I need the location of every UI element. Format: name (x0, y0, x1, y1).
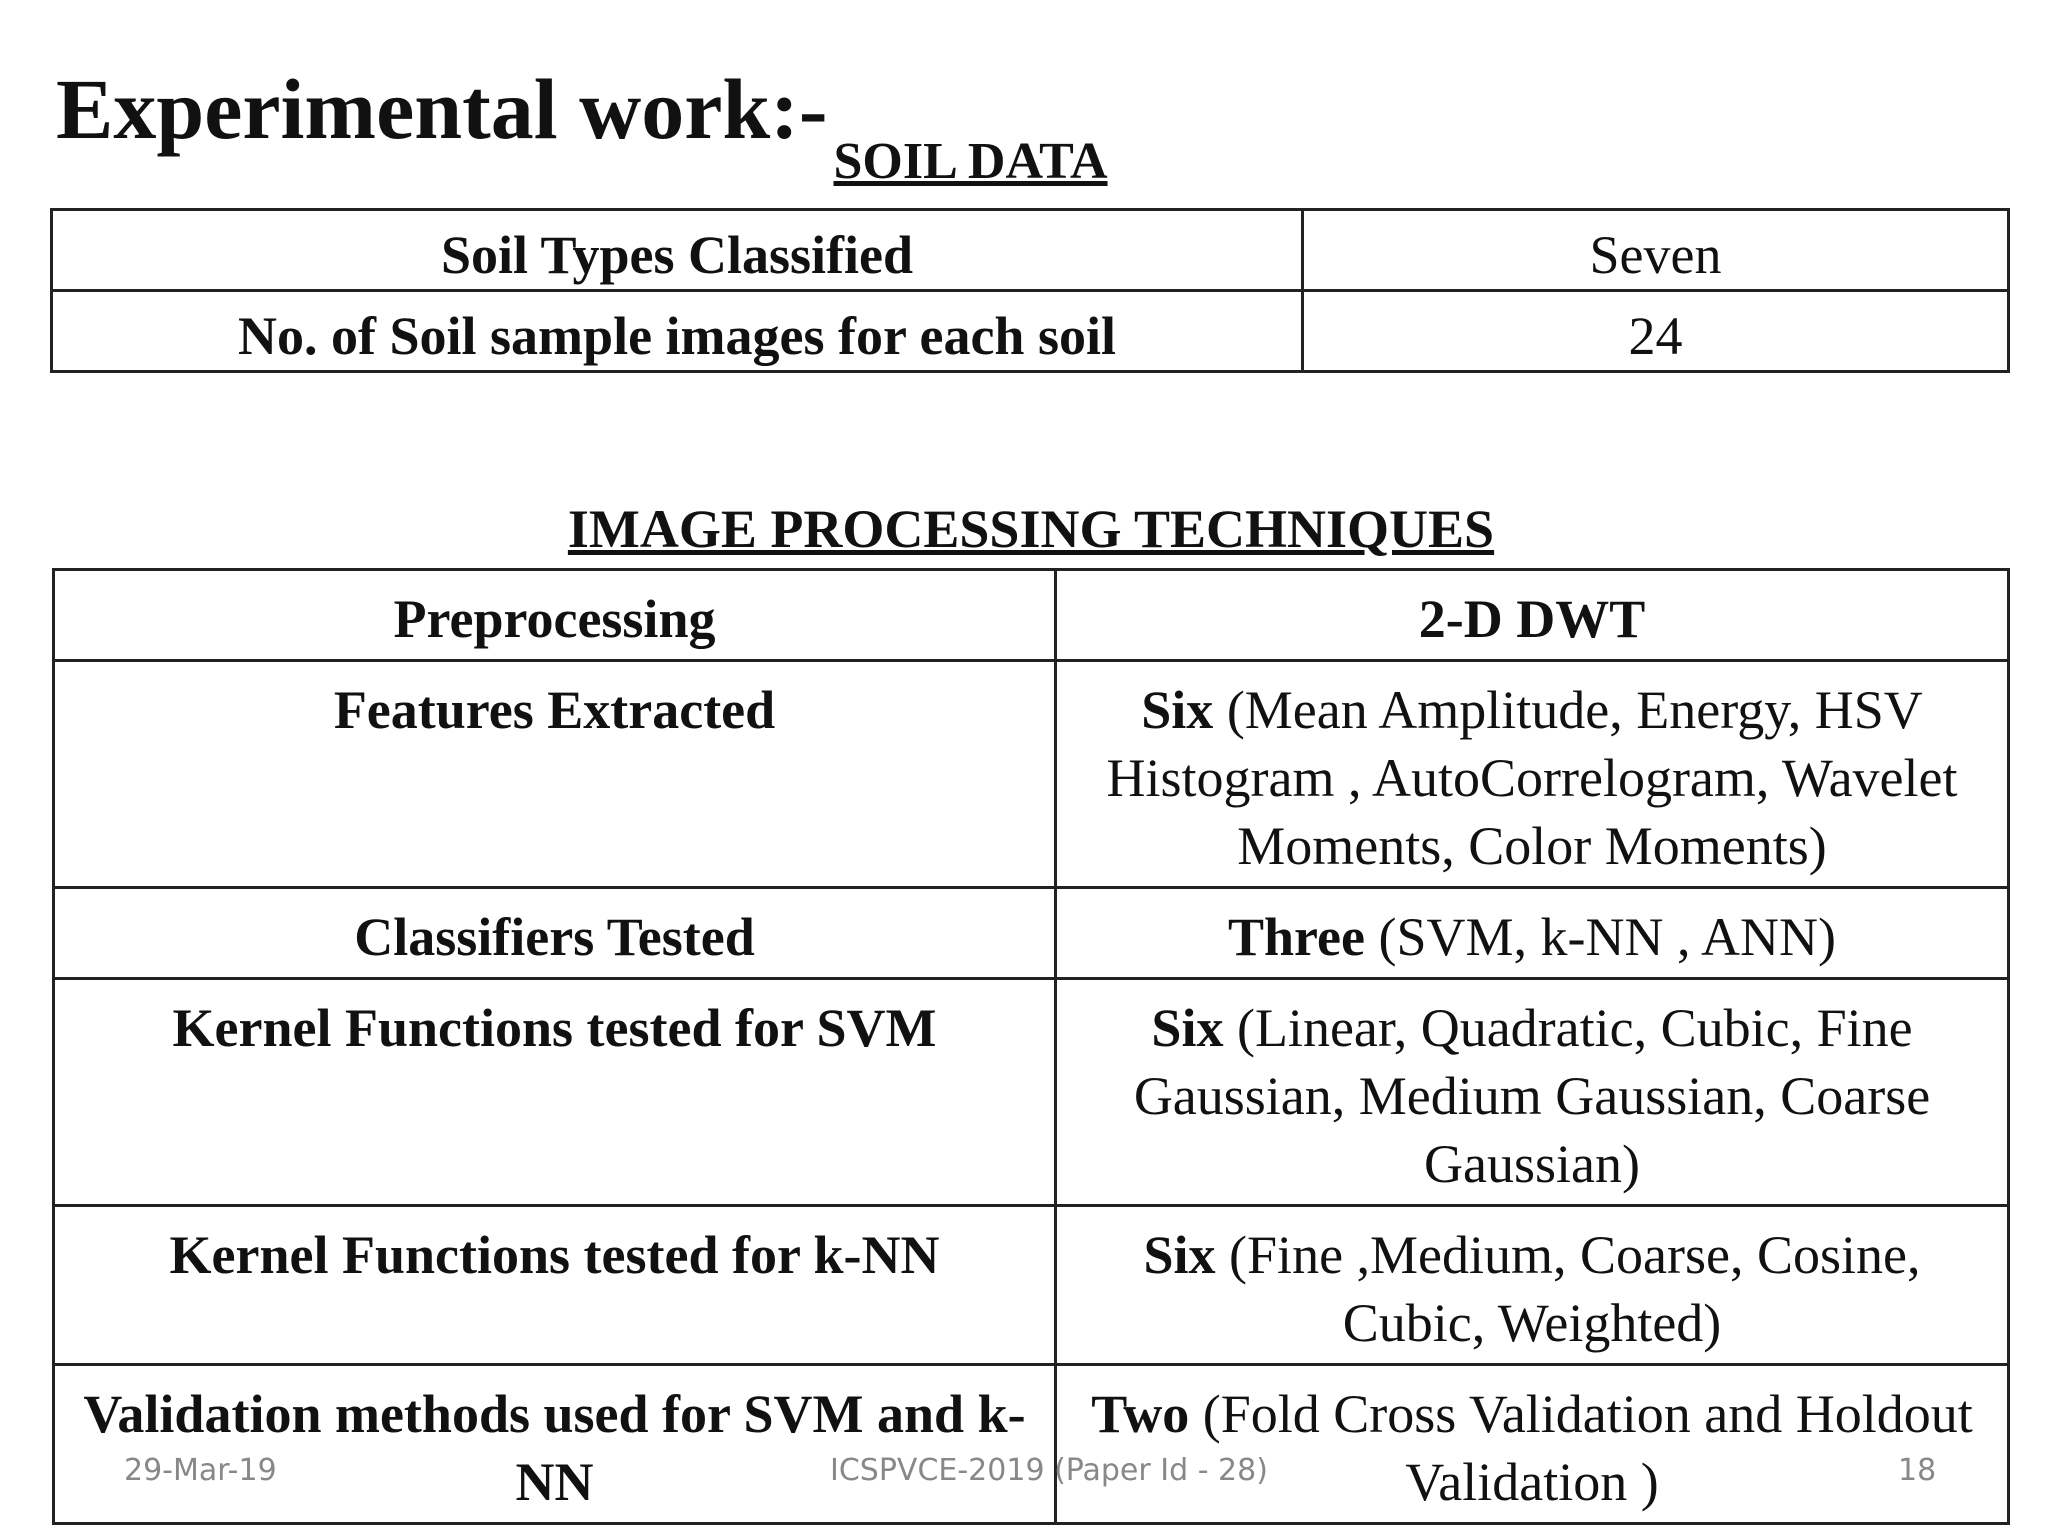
row-label: Features Extracted (54, 661, 1056, 888)
row-value-lead: Six (1151, 998, 1224, 1058)
row-value-detail: (SVM, k-NN , ANN) (1364, 907, 1836, 967)
image-processing-table (52, 568, 2010, 1525)
row-value (1056, 1206, 2009, 1365)
table-row (54, 1365, 2009, 1524)
table-row (52, 291, 2009, 372)
row-label: Validation methods used for SVM and k-NN (54, 1365, 1056, 1524)
row-label: Preprocessing (54, 570, 1056, 661)
sample-images-label: No. of Soil sample images for each soil (52, 291, 1303, 372)
sample-images-value: 24 (1303, 291, 2009, 372)
table-row (54, 888, 2009, 979)
row-value (1056, 979, 2009, 1206)
soil-types-value: Seven (1303, 210, 2009, 291)
footer-date: 29-Mar-19 (124, 1453, 277, 1488)
slide-title (56, 61, 1108, 190)
row-value-detail: (Fine ,Medium, Coarse, Cosine, Cubic, Weighted) (1215, 1225, 1921, 1353)
row-label: Kernel Functions tested for k-NN (54, 1206, 1056, 1365)
row-label: Classifiers Tested (54, 888, 1056, 979)
table-row (54, 570, 2009, 661)
row-value (1056, 570, 2009, 661)
row-value-detail: (Fold Cross Validation and Holdout Validation ) (1189, 1384, 1973, 1512)
row-value-lead: Two (1091, 1384, 1190, 1444)
row-value (1056, 1365, 2009, 1524)
footer-page-number: 18 (1898, 1453, 1937, 1488)
table-row (52, 210, 2009, 291)
techniques-heading: IMAGE PROCESSING TECHNIQUES (567, 499, 1495, 559)
title-main: Experimental work:- (56, 61, 828, 157)
row-value-lead: Six (1141, 680, 1214, 740)
title-subheading: SOIL DATA (833, 133, 1108, 190)
row-value-lead: Six (1143, 1225, 1216, 1285)
row-value (1056, 661, 2009, 888)
table-row (54, 661, 2009, 888)
soil-data-table (50, 208, 2010, 373)
row-value-lead: Three (1228, 907, 1365, 967)
row-value-lead: 2-D DWT (1418, 589, 1646, 649)
row-value-detail: (Mean Amplitude, Energy, HSV Histogram , AutoCorrelogram, Wavelet Moments, Color Moments) (1106, 680, 1958, 876)
soil-types-label: Soil Types Classified (52, 210, 1303, 291)
row-label: Kernel Functions tested for SVM (54, 979, 1056, 1206)
row-value-detail: (Linear, Quadratic, Cubic, Fine Gaussian, Medium Gaussian, Coarse Gaussian) (1133, 998, 1931, 1194)
table-row (54, 1206, 2009, 1365)
table-row (54, 979, 2009, 1206)
row-value (1056, 888, 2009, 979)
footer-conference: ICSPVCE-2019 (Paper Id - 28) (830, 1453, 1268, 1488)
